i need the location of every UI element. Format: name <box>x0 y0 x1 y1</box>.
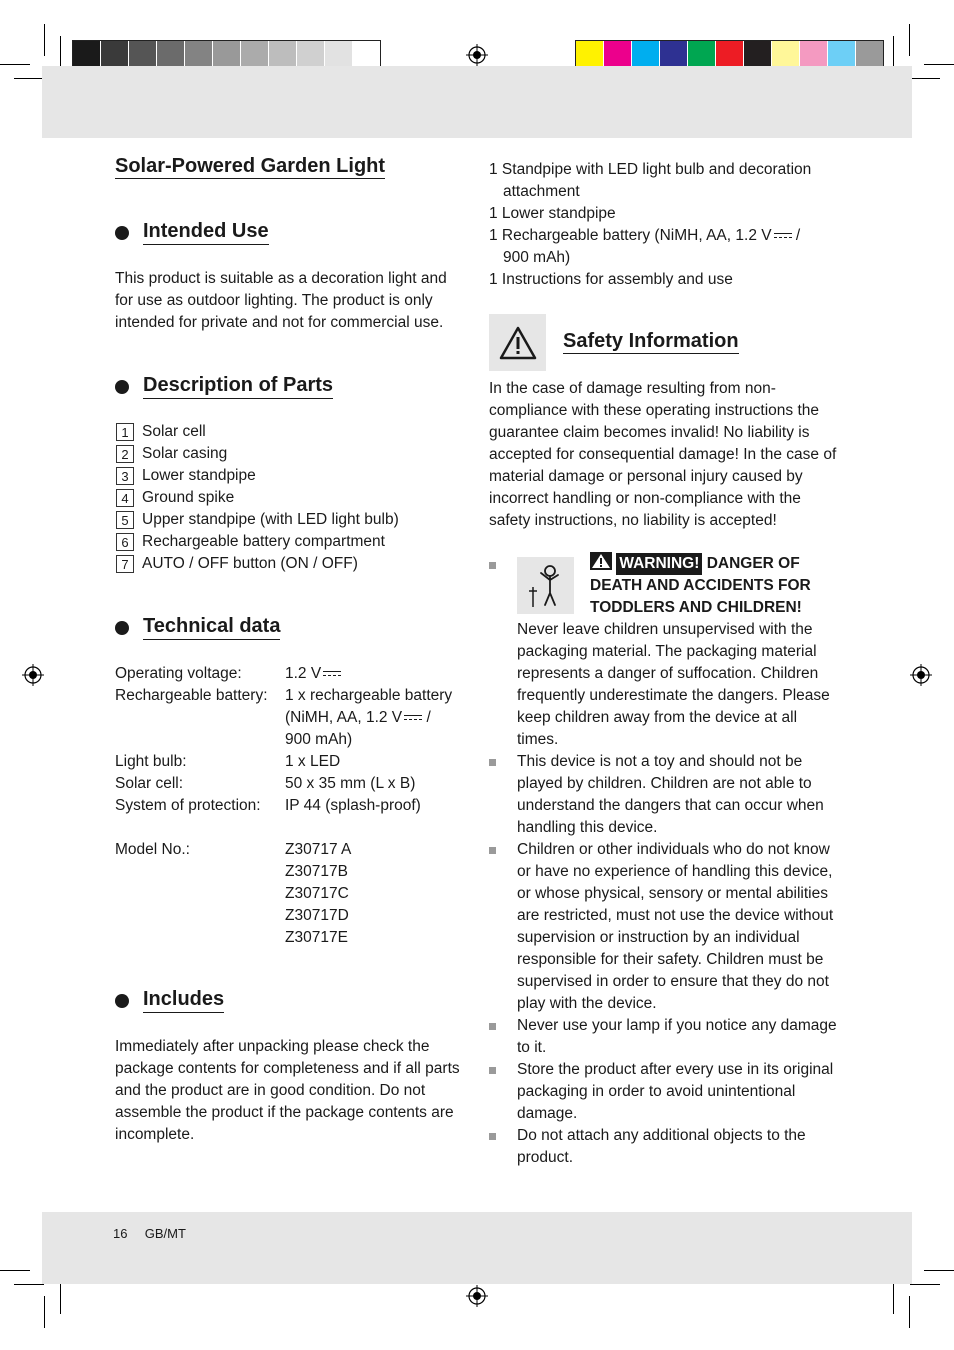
registration-mark-icon <box>466 44 488 66</box>
part-item <box>116 553 399 575</box>
part-label: Lower standpipe <box>142 467 256 484</box>
spec-value: Z30717B <box>285 863 348 880</box>
part-number: 7 <box>116 555 134 573</box>
warning-triangle-icon <box>590 552 612 570</box>
part-label: Ground spike <box>142 489 235 506</box>
registration-mark-icon <box>22 664 44 686</box>
safety-bullet-item: This device is not a toy and should not be played by children. Children are not able to understand the dangers that can occur when handling this device. <box>489 751 841 839</box>
footer-band <box>42 1212 912 1284</box>
intended-use-text: This product is suitable as a decoration light and for use as outdoor lighting. The product is only intended for private and not for commercial use. <box>115 270 447 331</box>
package-item: 1 Lower standpipe <box>489 205 616 222</box>
safety-bullet-item: Store the product after every use in its original packaging in order to avoid unintentional damage. <box>489 1059 841 1125</box>
spec-value: IP 44 (splash-proof) <box>285 797 421 814</box>
section-heading-intended-use: Intended Use <box>115 220 269 245</box>
spec-value: 1 x rechargeable battery <box>285 687 453 704</box>
section-heading-includes: Includes <box>115 988 224 1013</box>
package-item: 1 Standpipe with LED light bulb and decoration <box>489 161 812 178</box>
safety-bullet-item: Never leave children unsupervised with the packaging material. The packaging material represents a danger of suffocation. Children frequently underestimate the dangers. Please keep children away from the device at all times. <box>517 621 830 748</box>
part-number: 5 <box>116 511 134 529</box>
bullet-square-icon <box>489 1133 496 1140</box>
spec-label: System of protection: <box>115 797 261 814</box>
warning-title: DANGER OF <box>702 555 800 572</box>
bullet-square-icon <box>489 1067 496 1074</box>
part-item <box>116 443 399 465</box>
part-number: 3 <box>116 467 134 485</box>
warning-title: TODDLERS AND CHILDREN! <box>590 599 802 616</box>
spec-value: (NiMH, AA, 1.2 V / <box>285 709 431 726</box>
part-item <box>116 487 399 509</box>
part-label: AUTO / OFF button (ON / OFF) <box>142 555 358 572</box>
warning-title: DEATH AND ACCIDENTS FOR <box>590 577 811 594</box>
document-title: Solar-Powered Garden Light <box>115 155 386 177</box>
spec-label: Operating voltage: <box>115 665 242 682</box>
child-icon <box>517 557 574 614</box>
part-number: 2 <box>116 445 134 463</box>
bullet-square-icon <box>489 1023 496 1030</box>
warning-heading <box>590 552 840 619</box>
dc-symbol-icon <box>774 232 792 240</box>
section-heading-technical: Technical data <box>115 615 280 640</box>
language-code: GB/MT <box>144 1226 186 1241</box>
spec-value: Z30717D <box>285 907 349 924</box>
spec-value: Z30717C <box>285 885 349 902</box>
spec-value: Z30717E <box>285 929 348 946</box>
part-number: 6 <box>116 533 134 551</box>
bullet-dot-icon <box>115 994 129 1008</box>
package-item: 1 Instructions for assembly and use <box>489 271 733 288</box>
safety-bullet-item: Children or other individuals who do not know or have no experience of handling this device, or whose physical, sensory or mental abilities are restricted, must not use the device without supervision or instruction by an individual responsible for their safety. Children must be supervised in order to ensure that they do not play with the device. <box>489 839 841 1015</box>
safety-warning-box <box>489 314 546 371</box>
page-number: 16 <box>113 1226 128 1241</box>
section-heading-parts: Description of Parts <box>115 374 333 399</box>
part-number: 4 <box>116 489 134 507</box>
spec-label: Model No.: <box>115 841 190 858</box>
warning-label: WARNING! <box>616 553 702 575</box>
spec-label: Rechargeable battery: <box>115 687 268 704</box>
registration-mark-icon <box>466 1285 488 1307</box>
part-item <box>116 421 399 443</box>
bullet-square-icon <box>489 759 496 766</box>
package-item: 1 Rechargeable battery (NiMH, AA, 1.2 V / <box>489 227 801 244</box>
part-item <box>116 465 399 487</box>
spec-label: Solar cell: <box>115 775 184 792</box>
package-item-cont: 900 mAh) <box>503 249 571 266</box>
safety-bullet-item: Never use your lamp if you notice any damage to it. <box>489 1015 841 1059</box>
part-label: Solar casing <box>142 445 228 462</box>
part-number: 1 <box>116 423 134 441</box>
safety-bullets <box>489 619 841 1169</box>
safety-bullet-item: Do not attach any additional objects to the product. <box>489 1125 841 1169</box>
bullet-square-icon <box>489 562 496 569</box>
technical-data-table <box>115 663 475 949</box>
spec-value: 1.2 V <box>285 663 341 685</box>
bullet-dot-icon <box>115 621 129 635</box>
page-footer <box>113 1226 186 1241</box>
bullet-dot-icon <box>115 226 129 240</box>
parts-list <box>116 421 399 575</box>
registration-mark-icon <box>910 664 932 686</box>
package-contents <box>489 159 849 291</box>
child-warning-pictogram <box>517 557 574 614</box>
part-label: Solar cell <box>142 423 206 440</box>
bullet-dot-icon <box>115 380 129 394</box>
part-item <box>116 531 399 553</box>
part-item <box>116 509 399 531</box>
part-label: Upper standpipe (with LED light bulb) <box>142 511 399 528</box>
header-band <box>42 66 912 138</box>
spec-value: 50 x 35 mm (L x B) <box>285 775 416 792</box>
spec-value: Z30717 A <box>285 841 352 858</box>
part-label: Rechargeable battery compartment <box>142 533 385 550</box>
spec-label: Light bulb: <box>115 753 187 770</box>
dc-symbol-icon <box>404 714 422 722</box>
bullet-square-icon <box>489 847 496 854</box>
warning-triangle-icon <box>499 326 537 360</box>
includes-text: Immediately after unpacking please check the package contents for completeness and if all parts and the product are in good condition. Do not assemble the product if the package contents are incomplete. <box>115 1038 460 1143</box>
safety-intro: In the case of damage resulting from non-compliance with these operating instructions the guarantee claim becomes invalid! No liability is accepted for consequential damage! In the case of material damage or personal injury caused by incorrect handling or non-compliance with the safety instructions, no liability is accepted! <box>489 380 837 529</box>
package-item-cont: attachment <box>503 183 580 200</box>
dc-symbol-icon <box>323 670 341 678</box>
spec-value: 1 x LED <box>285 753 341 770</box>
section-heading-safety: Safety Information <box>563 330 739 352</box>
spec-value: 900 mAh) <box>285 731 353 748</box>
